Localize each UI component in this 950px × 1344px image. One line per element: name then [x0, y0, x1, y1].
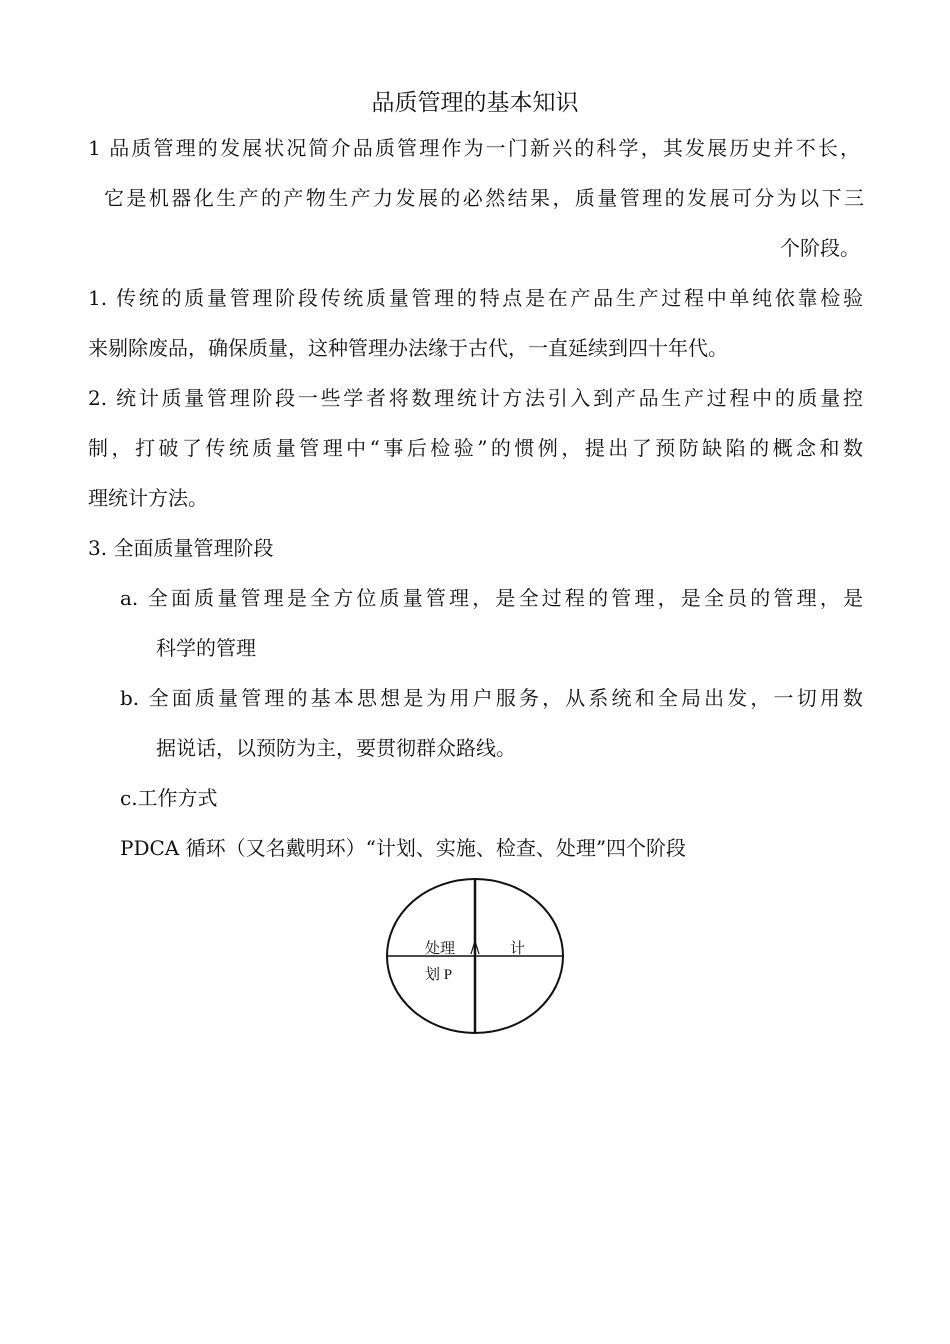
stage3-item-c: c.工作方式: [120, 786, 218, 810]
intro-line-3: 个阶段。: [780, 236, 860, 260]
page-title: 品质管理的基本知识: [371, 90, 579, 116]
stage2-line-3: 理统计方法。: [88, 486, 208, 510]
pdca-label-left: 处理: [425, 941, 456, 957]
stage3-heading: 3. 全面质量管理阶段: [88, 536, 274, 560]
intro-line-2: 它是机器化生产的产物生产力发展的必然结果，质量管理的发展可分为以下三: [104, 186, 864, 210]
stage3-item-a-line-2: 科学的管理: [156, 636, 256, 660]
pdca-cycle-diagram: [380, 876, 570, 1040]
stage3-item-b-line-2: 据说话，以预防为主，要贯彻群众路线。: [156, 736, 516, 760]
stage2-line-2: 制，打破了传统质量管理中“事后检验”的惯例，提出了预防缺陷的概念和数: [88, 436, 863, 460]
stage3-item-b-line-1: b. 全面质量管理的基本思想是为用户服务，从系统和全局出发，一切用数: [120, 686, 863, 710]
stage1-line-1: 1. 传统的质量管理阶段传统质量管理的特点是在产品生产过程中单纯依靠检验: [88, 286, 863, 310]
pdca-label-bottom-left: 划 P: [425, 967, 453, 983]
stage1-line-2: 来剔除废品，确保质量，这种管理办法缘于古代，一直延续到四十年代。: [88, 336, 728, 360]
stage2-line-1: 2. 统计质量管理阶段一些学者将数理统计方法引入到产品生产过程中的质量控: [88, 386, 863, 410]
intro-line-1: 1 品质管理的发展状况简介品质管理作为一门新兴的科学，其发展历史并不长，: [88, 136, 860, 160]
pdca-description: PDCA 循环（又名戴明环）“计划、实施、检查、处理”四个阶段: [120, 836, 687, 860]
pdca-label-right: 计: [510, 941, 526, 957]
stage3-item-a-line-1: a. 全面质量管理是全方位质量管理，是全过程的管理，是全员的管理，是: [120, 586, 863, 610]
